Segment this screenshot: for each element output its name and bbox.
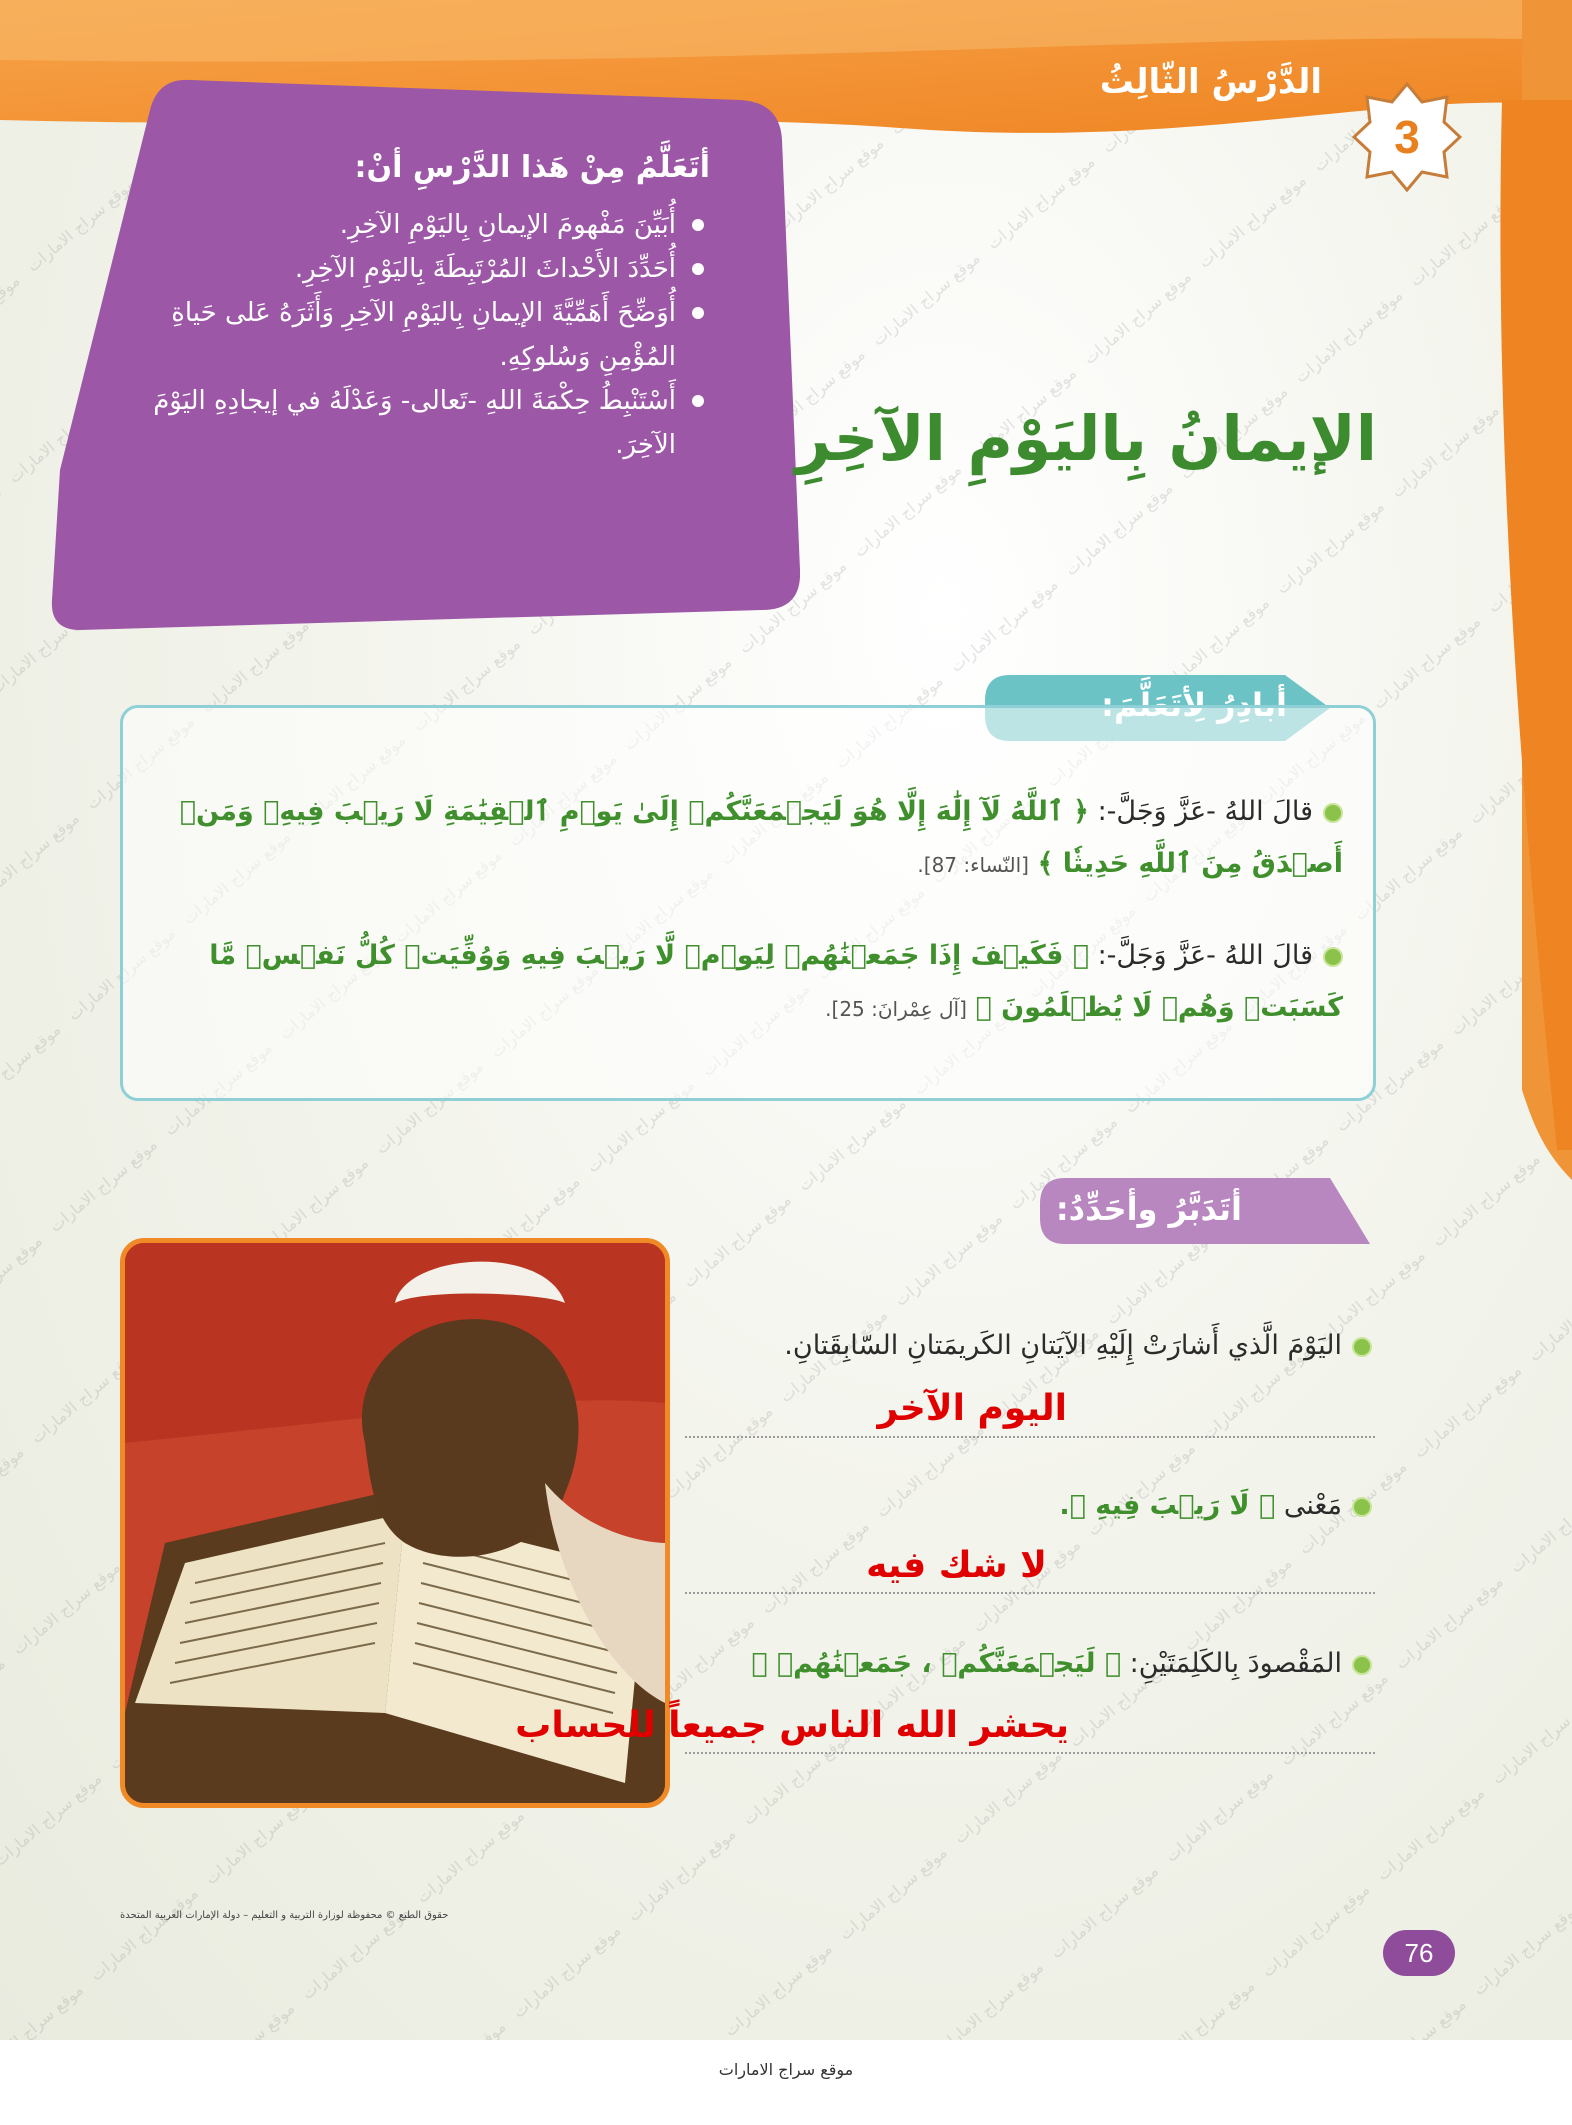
lesson-number: 3 [1394,111,1420,163]
verse-lead: قالَ اللهُ -عَزَّ وَجَلَّ-: [1097,796,1313,827]
verse-reference: [آل عِمْرانَ: 25]. [825,997,967,1021]
question-prompt: المَقْصودَ بِالكَلِمَتَيْنِ: [1129,1648,1342,1679]
verse-lead: قالَ اللهُ -عَزَّ وَجَلَّ-: [1097,940,1313,971]
objective-item: أُحَدِّدَ الأَحْداثَ المُرْتَبِطَةَ بِاليَوْمِ الآخِرِ. [150,247,710,291]
site-footer: موقع سراج الامارات [718,2060,854,2079]
answer-1: اليوم الآخر [877,1388,1067,1429]
bullet-icon [1323,947,1343,967]
question-prompt: اليَوْمَ الَّذي أَشارَتْ إِلَيْهِ الآيَتانِ الكَريمَتانِ السّابِقَتانِ. [784,1330,1342,1361]
answer-3: يحشر الله الناس جميعاً للحساب [515,1705,1069,1746]
bullet-icon [1323,803,1343,823]
question-prompt: مَعْنى [1283,1490,1342,1521]
reflect-question-2 [732,1490,1372,1521]
page-number: 76 [1383,1930,1455,1976]
objective-item: أَسْتَنْبِطُ حِكْمَةَ اللهِ -تَعالى- وَعَدْلَهُ في إيجادِهِ اليَوْمَ الآخِرَ. [150,379,710,467]
lesson-label: الدَّرْسُ الثّالِثُ [1099,62,1322,102]
verse-1 [153,786,1343,891]
reflect-question-3 [732,1648,1372,1679]
objective-item: أُوَضِّحَ أَهَمِّيَّةَ الإيمانِ بِاليَوْمِ الآخِرِ وَأَثَرَهُ عَلى حَياةِ المُؤْمِنِ وَسُلوكِهِ. [150,291,710,379]
question-quran: ﴿ لَا رَيۡبَ فِيهِ ﴾. [1059,1490,1276,1521]
bullet-icon [1352,1655,1372,1675]
objective-item: أُبَيِّنَ مَفْهومَ الإيمانِ بِاليَوْمِ الآخِرِ. [150,203,710,247]
verse-reference: [النّساء: 87]. [917,853,1029,877]
bullet-icon [1352,1497,1372,1517]
right-orange-band [1462,0,1572,1180]
objectives-list [150,203,710,467]
verse-2 [193,930,1343,1035]
copyright: حقوق الطبع © محفوظة لوزارة التربية و التعليم – دولة الإمارات العربية المتحدة [120,1910,449,1921]
question-quran: ﴿ لَيَجۡمَعَنَّكُمۡ ، جَمَعۡنَٰهُمۡ ﴾ [751,1648,1122,1679]
answer-2: لا شك فيه [866,1545,1047,1586]
reflect-question-1 [732,1330,1372,1361]
bullet-icon [1352,1337,1372,1357]
objectives-title: أتَعَلَّمُ مِنْ هَذا الدَّرْسِ أنْ: [354,150,710,185]
lesson-title: الإيمانُ بِاليَوْمِ الآخِرِ [795,402,1377,475]
verse-text: ﴿ فَكَيۡفَ إِذَا جَمَعۡنَٰهُمۡ لِيَوۡمٖ لَّا رَيۡبَ فِيهِ وَوُفِّيَتۡ كُلُّ نَفۡسٖ مَّا كَسَبَتۡ وَهُمۡ لَا يُظۡلَمُونَ ﴾ [209,940,1343,1023]
verse-text: ﴿ ٱللَّهُ لَآ إِلَٰهَ إِلَّا هُوَ لَيَجۡمَعَنَّكُمۡ إِلَىٰ يَوۡمِ ٱلۡقِيَٰمَةِ لَا رَيۡبَ فِيهِۗ وَمَنۡ أَصۡدَقُ مِنَ ٱللَّهِ حَدِيثٗا ﴾ [179,796,1343,879]
reflect-section-label: أتَدَبَّرُ وأحَدِّدُ: [1055,1190,1242,1228]
answer-line [685,1752,1375,1754]
answer-line [685,1436,1375,1438]
objectives [150,150,710,467]
answer-line [685,1592,1375,1594]
verses-box [120,705,1376,1101]
